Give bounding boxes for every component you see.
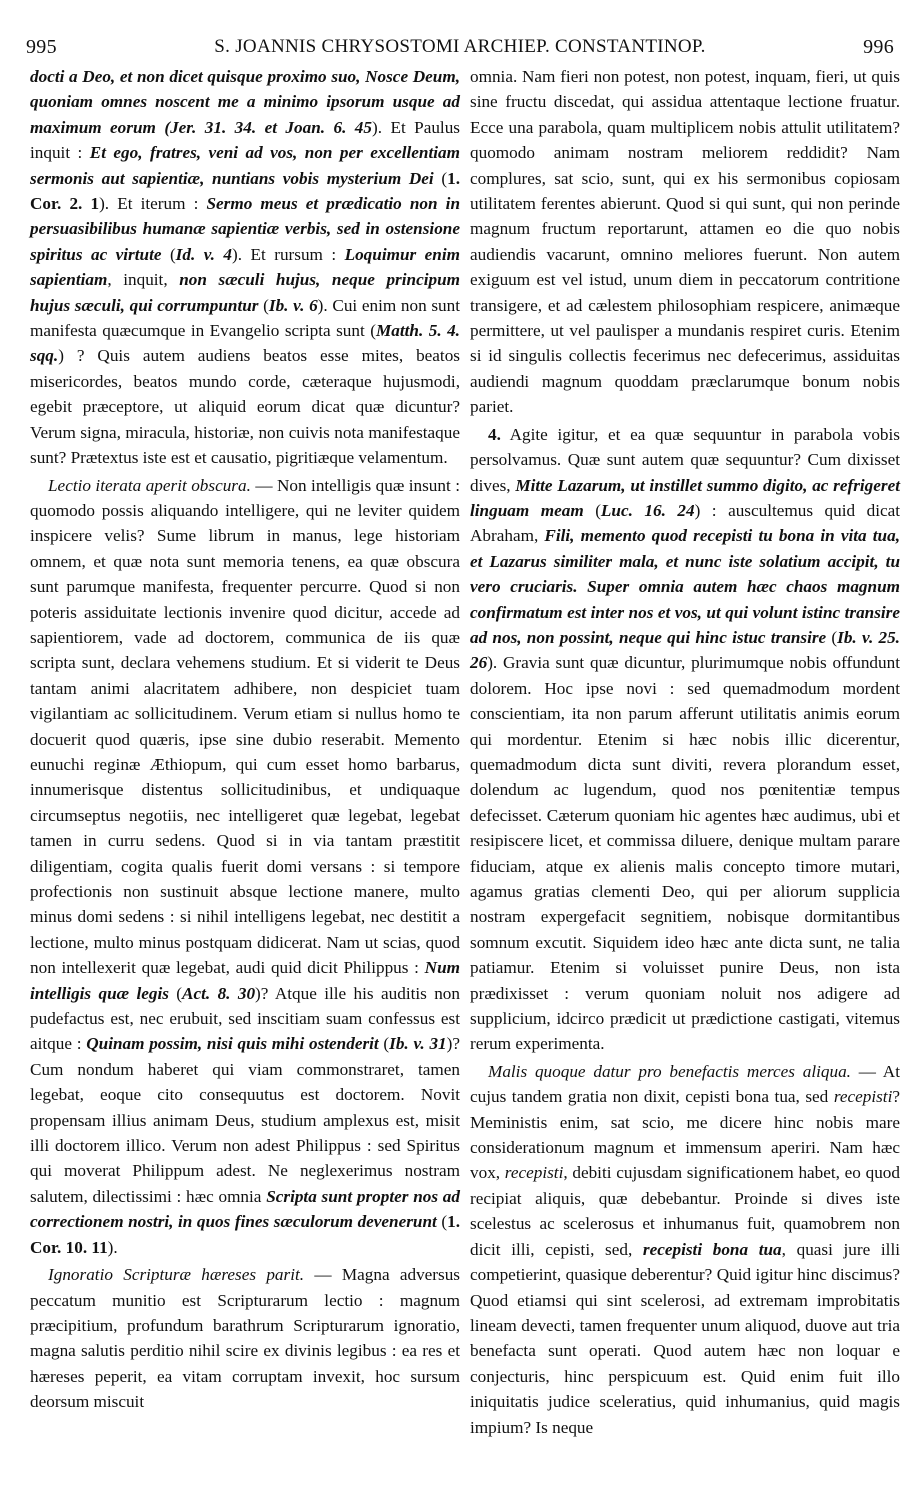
text-run: Agite igitur, et ea quæ sequuntur in parabola vobis persolvamus. Quæ sunt autem quæ sequuntur? Cum dixisset dives, [470, 424, 900, 495]
emphasis-run: 1. Cor. 2. 1 [30, 168, 460, 214]
emphasis-run: Matth. 5. 4. sqq. [30, 321, 460, 366]
right-column [470, 64, 900, 1440]
text-run: ? Meministis enim, sat scio, me dicere hinc nobis mare considerationum magnum et immensum aperiri. Nam hæc vox, [470, 1087, 900, 1183]
text-run: ( [378, 1034, 390, 1054]
text-run: ). Et Paulus inquit : [30, 117, 460, 163]
emphasis-run: Luc. 16. 24 [600, 500, 695, 520]
paragraph [30, 1262, 460, 1414]
emphasis-run: Ib. v. 31 [389, 1034, 447, 1054]
emphasis-run: docti a Deo, et non dicet quisque proximo suo, Nosce Deum, quoniam omnes noscent me a minimo ipsorum usque ad maximum eorum ( [30, 67, 460, 137]
text-run: ). Et rursum : [232, 244, 345, 264]
text-run: , quasi jure illi competierint, quasique deberentur? Quid igitur hinc discimus? Quod etiamsi qui sint scelerosi, ad extremam improbitatis lineam devecti, tamen frequenter unum aliquod, duove aut tria benefacta sunt operati. Quod autem hæc non loquar e conjecturis, hinc perspicuum est. Quid enim fuit illo iniquitatis judice sceleratius, quid inhumanius, quid magis impium? Is neque [470, 1239, 900, 1437]
italic-phrase: recepisti [504, 1163, 564, 1183]
emphasis-run: non sæculi hujus, neque principum hujus sæculi, qui corrumpuntur [30, 270, 461, 315]
paragraph [30, 64, 460, 471]
text-run: — At cujus tandem gratia non dixit, cepisti bona tua, sed [470, 1061, 900, 1107]
emphasis-run: Mitte Lazarum, ut instillet summo digito, ac refrigeret linguam meam [470, 475, 900, 520]
text-run: omnia. Nam fieri non potest, non potest, inquam, fieri, ut quis sine fructu discedat, qui assidua attentaque lectione fruatur. Ecce una parabola, quam multiplicem nobis attulit utilitatem? quomodo animam nostram meliorem reddidit? Nam complures, sat scio, sunt, qui ex his sermonibus copiosam utilitatem ferentes abierunt. Quod si qui sunt, qui non perinde magnum fructum reportarunt, attamen eo die quo nobis audiendis vacarunt, omnino meliores fuerunt. Non autem exiguum est vel istud, unum diem in peccatorum contritione transigere, et ad cælestem philosophiam respicere, animæque permittere, ut vel paulisper a mundanis respiret curis. Etenim si id singulis collectis fecerimus nec defecerimus, assiduitas audiendi magnum quoddam præclarumque bonum nobis pariet. [470, 67, 900, 417]
text-run: ). Et iterum : [99, 194, 207, 214]
emphasis-run: 1. Cor. 10. 11 [30, 1212, 460, 1257]
emphasis-run: Quinam possim, nisi quis mihi ostenderit [86, 1034, 379, 1054]
text-run: ( [258, 295, 269, 315]
emphasis-run: Scripta sunt propter nos ad correctionem nostri, in quos fines sæculorum devenerunt [30, 1186, 460, 1232]
running-title: S. JOANNIS CHRYSOSTOMI ARCHIEP. CONSTANTINOP. [214, 36, 706, 57]
text-run: — Magna adversus peccatum munitio est Scripturarum lectio : magnum præcipitium, profundum barathrum Scripturarum ignoratio, magna salutis perditio nihil scire ex divinis legibus : ea res et hæreses peperit, ea vitam corruptam invexit, hoc sursum deorsum miscuit [30, 1265, 460, 1412]
text-run: ( [168, 983, 183, 1003]
emphasis-run: recepisti bona tua [642, 1239, 782, 1259]
text-run: ( [583, 500, 601, 520]
left-column [30, 64, 460, 1415]
text-run: ( [433, 168, 448, 188]
emphasis-run: Et ego, fratres, veni ad vos, non per excellentiam sermonis aut sapientiæ, nuntians vobis mysterium Dei [30, 143, 460, 188]
emphasis-run: 4. [488, 424, 501, 444]
emphasis-run: Num intelligis quæ legis [30, 958, 460, 1003]
text-run: ( [161, 244, 176, 264]
emphasis-run: Act. 8. 30 [182, 983, 256, 1003]
text-run: ) ? Quis autem audiens beatos esse mites, beatos misericordes, beatos mundo corde, cæteraque hujusmodi, egebit præceptore, ut aliquid eorum dicat quæ dicuntur? Verum signa, miracula, historiæ, non cuivis nota manifestaque sunt? Prætextus iste est et causatio, pigritiæque velamentum. [30, 346, 460, 468]
emphasis-run: Jer. 31. 34. et Joan. 6. 45 [170, 117, 372, 137]
text-run: ) : auscultemus quid dicat Abraham, [470, 500, 900, 546]
italic-phrase: Ignoratio Scripturæ hæreses parit. [48, 1265, 305, 1285]
paragraph [470, 64, 900, 420]
text-run: ). Gravia sunt quæ dicuntur, plurimumque nobis offundunt dolorem. Hoc ipse novi : sed quemadmodum mordent conscientiam, ita non parum afferunt utilitatis animis eorum qui mordentur. Etenim si hæc nobis illic dicerentur, quemadmodum dicta sunt diviti, revera plorandum esset, dolendum ac lugendum, quod nos pœnitentiæ tempus defecisset. Cæterum quoniam hic agentes hæc audimus, ubi et resipiscere licet, et commissa diluere, denique multam parare fiduciam, atque ex alienis malis concepto timore mutari, agamus gratias clementi Deo, qui per aliorum supplicia nostram expergefacit segnitiem, nobisque dormitantibus somnum excutit. Siquidem ideo hæc ante dicta sunt, ne talia patiamur. Etenim si voluisset punire Deus, non ista prædixisset : verum quoniam noluit nos adigere ad supplicium, idcirco prædicit ut prædictione castigati, vitemus rerum experimenta. [470, 653, 900, 1054]
italic-phrase: Malis quoque datur pro benefactis merces aliqua. [488, 1061, 851, 1081]
text-run: ). [107, 1237, 118, 1257]
text-run: ). Cui enim non sunt manifesta quæcumque in Evangelio scripta sunt ( [30, 295, 460, 341]
text-run: — Non intelligis quæ insunt : quomodo possis aliquando intelligere, qui ne leviter quidem inspicere velis? Sume librum in manus, lege historiam omnem, et quæ nota sunt memoria tenens, ea quæ obscura sunt parumque manifesta, frequenter percurre. Quod si non poteris assiduitate lectionis invenire quod dicitur, accede ad sapientiorem, vade ad doctorem, communica de iis quæ scripta sunt, declara vehemens studium. Et si viderit te Deus tantam animi alacritatem adhibere, non despiciet tuam vigilantiam ac sollicitudinem. Verum etiam si nullus homo te docuerit quod quæris, ipse sine dubio reserabit. Memento eunuchi reginæ Æthiopum, qui cum esset homo barbarus, innumerisque distentus sollicitudinibus, et undiquaque circumseptus negotiis, nec intelligeret quæ legebat, legebat tamen in curru sedens. Quod si in via tantam præstitit diligentiam, cogita qualis fuerit domi versans : si tempore profectionis non sustinuit absque lectione manere, multo minus domi sedens : si nihil intelligens legebat, nec destitit a lectione, multo minus postquam didicerat. Nam ut scias, quod non intellexerit quæ legebat, audi quid dicit Philippus : [30, 475, 460, 978]
emphasis-run: Id. v. 4 [175, 244, 233, 264]
paragraph [30, 473, 460, 1261]
page-number-left: 995 [26, 35, 57, 58]
text-run: , debiti cujusdam significationem habet, eo quod recipiat aliquis, quæ debebantur. Proinde si dives iste scelestus ac scelerosus et inhumanus fuit, quamobrem non dicit illi, cepisti, sed, [470, 1163, 900, 1259]
text-run: , inquit, [107, 270, 180, 290]
emphasis-run: Sermo meus et prædicatio non in persuasibilibus humanæ sapientiæ verbis, sed in ostensione spiritus ac virtute [30, 194, 461, 264]
paragraph [470, 1059, 900, 1440]
text-run: )? Atque ille his auditis non pudefactus est, nec erubuit, sed inscitiam suam confessus est aitque : [30, 983, 460, 1054]
emphasis-run: Ib. v. 6 [268, 295, 318, 315]
text-run: ( [826, 627, 838, 647]
running-header [26, 30, 894, 64]
text-run: )? Cum nondum haberet qui viam commonstraret, tamen legebat, eoque cito consequutus est doctorem. Novit propensam illius animam Deus, studium amplexus est, misit illi doctorem illico. Verum non adest Philippus : sed Spiritus qui moverat Philippum adest. Ne neglexerimus nostram salutem, dilectissimi : hæc omnia [30, 1034, 460, 1206]
page-number-right: 996 [863, 35, 894, 58]
italic-phrase: recepisti [833, 1087, 893, 1107]
emphasis-run: Loquimur enim sapientiam [30, 244, 460, 290]
text-run: ( [436, 1212, 448, 1232]
emphasis-run: Ib. v. 25. 26 [470, 627, 900, 673]
emphasis-run: Fili, memento quod recepisti tu bona in vita tua, et Lazarus similiter mala, et nunc iste solatium accipit, tu vero cruciaris. Super omnia autem hæc chaos magnum confirmatum est inter nos et vos, ut qui volunt istinc transire ad nos, non possint, neque qui hinc istuc transire [470, 526, 900, 647]
paragraph [470, 422, 900, 1057]
italic-phrase: Lectio iterata aperit obscura. [48, 475, 251, 495]
